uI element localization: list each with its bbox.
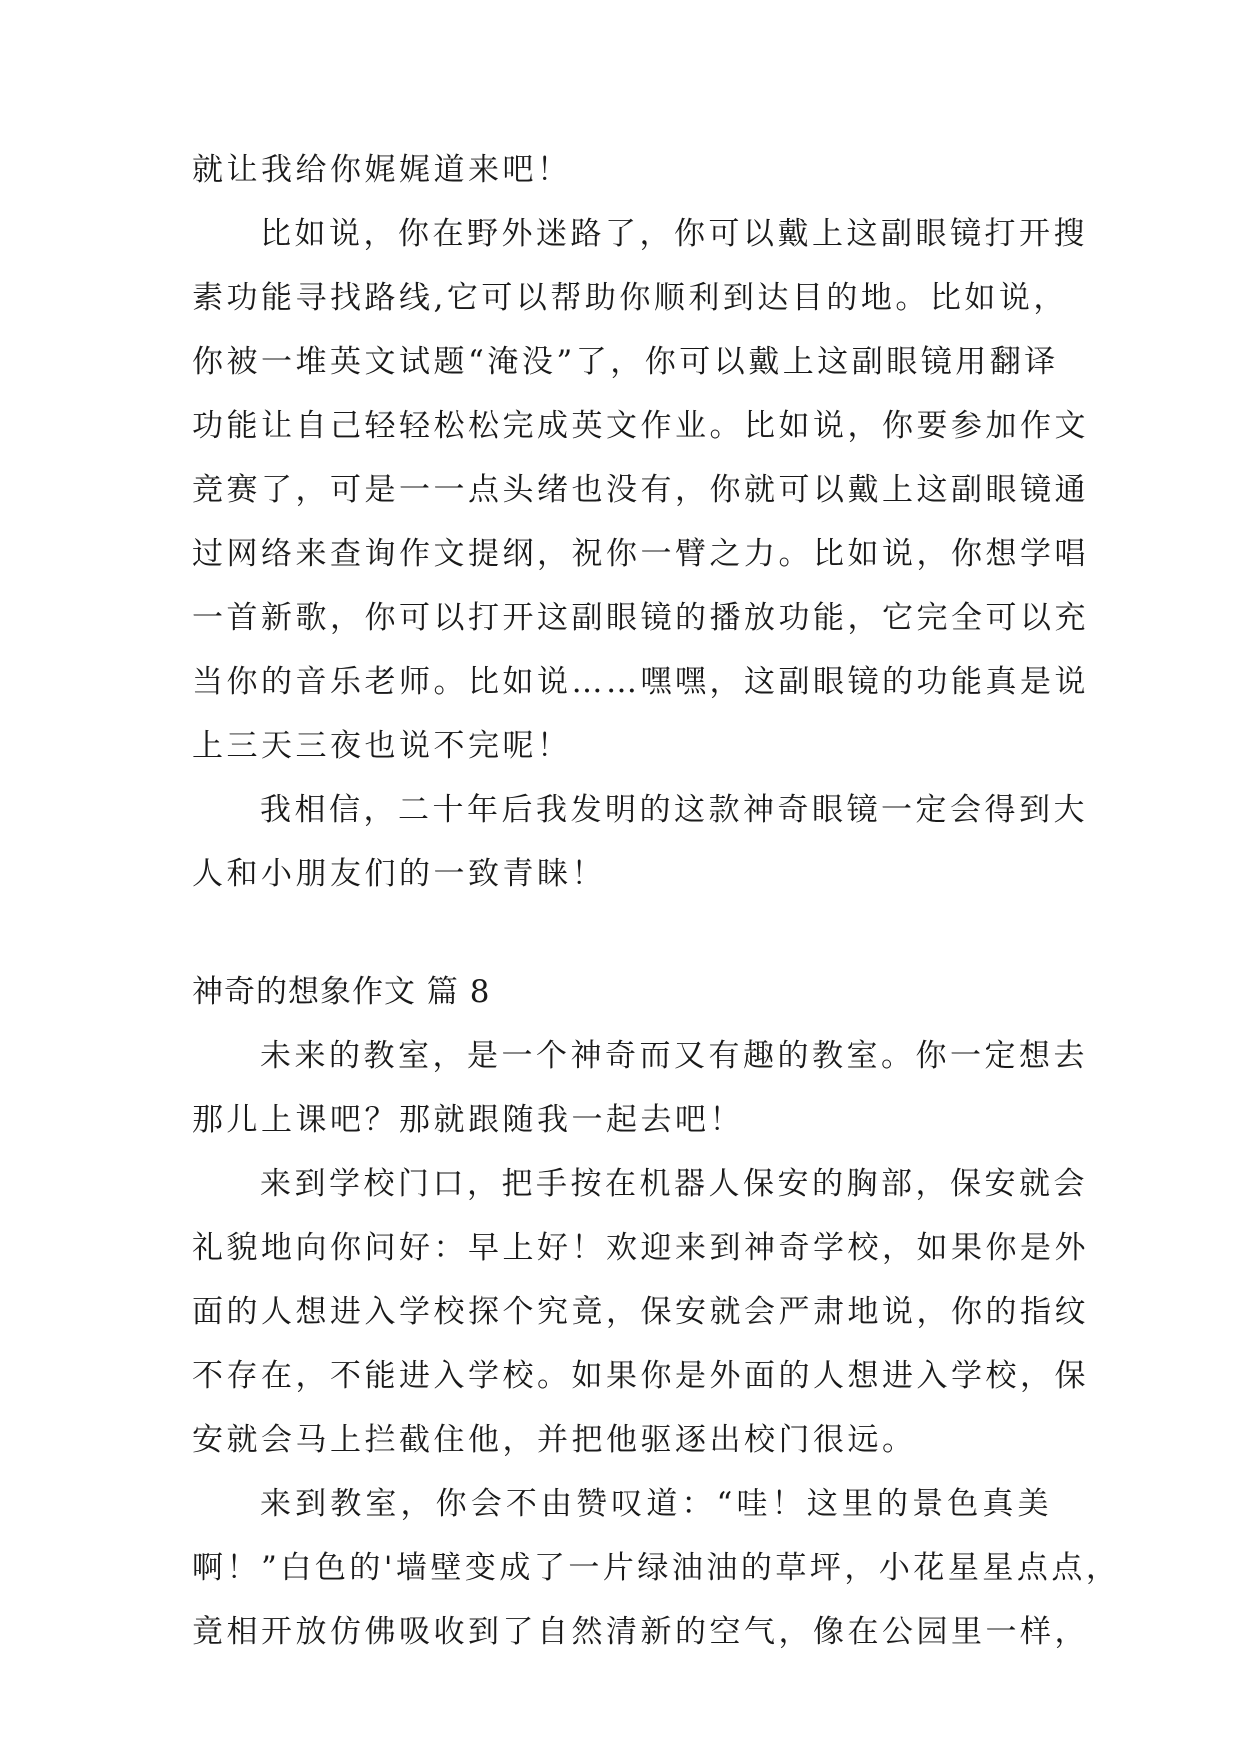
paragraph-line: 人和小朋友们的一致青睐！	[192, 856, 606, 892]
paragraph-line: 安就会马上拦截住他，并把他驱逐出校门很远。	[192, 1422, 917, 1458]
paragraph-line: 啊！”白色的'墙壁变成了一片绿油油的草坪，小花星星点点，	[192, 1550, 1121, 1586]
paragraph-line: 素功能寻找路线,它可以帮助你顺利到达目的地。比如说，	[192, 280, 1068, 316]
paragraph-line: 竞赛了，可是一一点头绪也没有，你就可以戴上这副眼镜通	[192, 472, 1089, 508]
paragraph-line: 就让我给你娓娓道来吧！	[192, 152, 572, 188]
paragraph-line: 未来的教室，是一个神奇而又有趣的教室。你一定想去	[260, 1038, 1088, 1074]
paragraph-line: 礼貌地向你问好：早上好！欢迎来到神奇学校，如果你是外	[192, 1230, 1089, 1266]
paragraph-line: 来到教室，你会不由赞叹道：“哇！这里的景色真美	[260, 1486, 1052, 1522]
paragraph-line: 来到学校门口，把手按在机器人保安的胸部，保安就会	[260, 1166, 1088, 1202]
paragraph-line: 那儿上课吧？那就跟随我一起去吧！	[192, 1102, 744, 1138]
paragraph-line: 竟相开放仿佛吸收到了自然清新的空气，像在公园里一样，	[192, 1614, 1089, 1650]
paragraph-line: 比如说，你在野外迷路了，你可以戴上这副眼镜打开搜	[260, 216, 1088, 252]
paragraph-line: 不存在，不能进入学校。如果你是外面的人想进入学校，保	[192, 1358, 1089, 1394]
paragraph-line: 你被一堆英文试题“淹没”了，你可以戴上这副眼镜用翻译	[192, 344, 1059, 380]
paragraph-line: 面的人想进入学校探个究竟，保安就会严肃地说，你的指纹	[192, 1294, 1089, 1330]
paragraph-line: 我相信，二十年后我发明的这款神奇眼镜一定会得到大	[260, 792, 1088, 828]
paragraph-line: 过网络来查询作文提纲，祝你一臂之力。比如说，你想学唱	[192, 536, 1089, 572]
paragraph-line: 一首新歌，你可以打开这副眼镜的播放功能，它完全可以充	[192, 600, 1089, 636]
paragraph-line: 当你的音乐老师。比如说……嘿嘿，这副眼镜的功能真是说	[192, 664, 1089, 700]
paragraph-line: 上三天三夜也说不完呢！	[192, 728, 572, 764]
section-heading: 神奇的想象作文 篇 8	[192, 974, 491, 1010]
paragraph-line: 功能让自己轻轻松松完成英文作业。比如说，你要参加作文	[192, 408, 1089, 444]
